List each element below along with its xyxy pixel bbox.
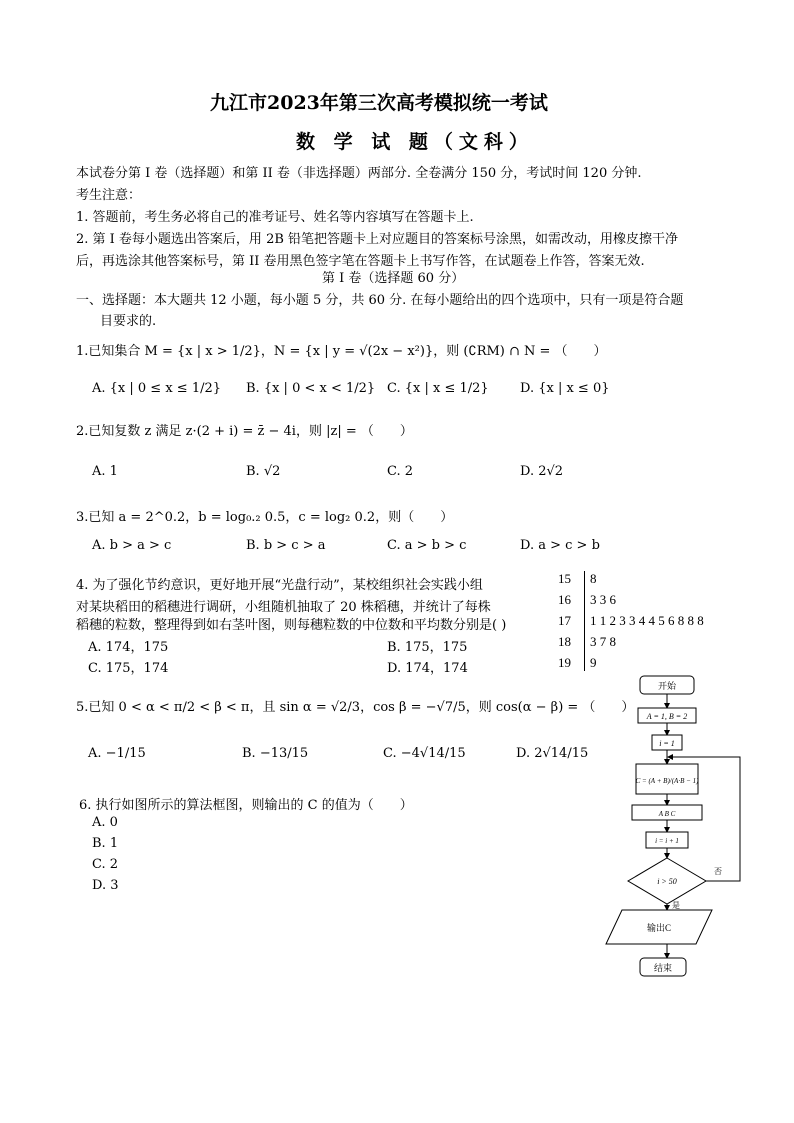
stem-value: 18 [558, 634, 571, 649]
question-4-option-b: B. 175，175 [387, 640, 468, 655]
question-6-option-b: B. 1 [92, 836, 119, 851]
question-4-option-c: C. 175，174 [88, 661, 169, 676]
stem-leaf-row [558, 634, 616, 650]
question-5-option-d: D. 2√14/15 [516, 746, 589, 761]
question-5-option-c: C. −4√14/15 [383, 746, 466, 761]
leaf-values: 3 7 8 [590, 634, 616, 649]
stem-leaf-plot [558, 571, 728, 671]
flowchart-calc-label: C = (A + B)/(A·B − 1) [635, 777, 699, 785]
stem-value: 16 [558, 592, 571, 607]
flowchart-i-init-label: i = 1 [659, 739, 675, 748]
intro-line: 本试卷分第 I 卷（选择题）和第 II 卷（非选择题）两部分. 全卷满分 150 分，考试时间 120 分钟. [76, 166, 642, 181]
question-1-option-b: B. {x | 0 < x < 1/2} [246, 381, 376, 396]
flowchart-condition-label: i > 50 [657, 877, 677, 886]
question-3-stem: 3.已知 a = 2^0.2，b = log₀.₂ 0.5，c = log₂ 0.2，则（ ） [76, 510, 454, 525]
stem-leaf-row [558, 613, 704, 629]
leaf-values: 1 1 2 3 3 4 4 5 6 8 8 8 [590, 613, 704, 628]
question-4-option-d: D. 174，174 [387, 661, 468, 676]
question-2-option-c: C. 2 [387, 464, 414, 479]
flowchart-no-label: 否 [714, 867, 722, 876]
question-3-option-c: C. a > b > c [387, 538, 467, 553]
question-4-line-3: 稻穗的粒数，整理得到如右茎叶图，则每穗粒数的中位数和平均数分别是( ) [76, 618, 507, 633]
question-5-option-a: A. −1/15 [88, 746, 146, 761]
question-3-option-d: D. a > c > b [520, 538, 600, 553]
question-6-option-a: A. 0 [92, 815, 118, 830]
question-6-stem: 6. 执行如图所示的算法框图，则输出的 C 的值为（ ） [79, 798, 413, 813]
question-6-option-c: C. 2 [92, 857, 119, 872]
note-2b: 后，再选涂其他答案标号，第 II 卷用黑色签字笔在答题卡上书写作答，在试题卷上作答，答案无效. [76, 254, 645, 269]
question-2-option-a: A. 1 [92, 464, 118, 479]
note-1: 1. 答题前，考生务必将自己的准考证号、姓名等内容填写在答题卡上. [76, 210, 474, 225]
question-4-line-1: 4. 为了强化节约意识，更好地开展“光盘行动”，某校组织社会实践小组 [76, 578, 483, 593]
flowchart-init-label: A = 1, B = 2 [646, 712, 688, 721]
section-heading: 第 I 卷（选择题 60 分） [322, 271, 465, 286]
question-6-option-d: D. 3 [92, 878, 119, 893]
exam-subtitle: 数 学 试 题（文科） [296, 131, 534, 153]
flowchart-yes-label: 是 [672, 901, 680, 910]
stem-value: 17 [558, 613, 571, 628]
question-3-option-b: B. b > c > a [246, 538, 326, 553]
flowchart-end-label: 结束 [653, 963, 673, 973]
stem-leaf-row [558, 655, 597, 671]
question-5-stem: 5.已知 0 < α < π/2 < β < π，且 sin α = √2/3，cos β = −√7/5，则 cos(α − β) = （ ） [76, 700, 635, 715]
stem-leaf-row [558, 592, 616, 608]
algorithm-flowchart [600, 672, 780, 982]
notes-label: 考生注意： [76, 188, 142, 203]
question-1-option-a: A. {x | 0 ≤ x ≤ 1/2} [92, 381, 222, 396]
flowchart-increment-label: i = i + 1 [655, 837, 679, 845]
question-2-option-b: B. √2 [246, 464, 281, 479]
leaf-values: 9 [590, 655, 597, 670]
instructions-2: 目要求的. [100, 314, 157, 329]
question-1-stem: 1.已知集合 M = {x | x > 1/2}，N = {x | y = √(2x − x²)}，则 (∁RM) ∩ N = （ ） [76, 344, 607, 359]
note-2a: 2. 第 I 卷每小题选出答案后，用 2B 铅笔把答题卡上对应题目的答案标号涂黑，如需改动，用橡皮擦干净 [76, 232, 679, 247]
question-5-option-b: B. −13/15 [242, 746, 309, 761]
leaf-values: 3 3 6 [590, 592, 616, 607]
flowchart-assign-label: A B C [658, 810, 676, 818]
exam-title: 九江市2023年第三次高考模拟统一考试 [210, 92, 548, 114]
question-2-stem: 2.已知复数 z 满足 z·(2 + i) = z̄ − 4i，则 |z| = （ ） [76, 424, 413, 439]
question-4-line-2: 对某块稻田的稻穗进行调研，小组随机抽取了 20 株稻穗，并统计了每株 [76, 600, 491, 615]
question-1-option-c: C. {x | x ≤ 1/2} [387, 381, 489, 396]
flowchart-output-label: 输出C [646, 923, 672, 933]
question-2-option-d: D. 2√2 [520, 464, 564, 479]
instructions-1: 一、选择题：本大题共 12 小题，每小题 5 分，共 60 分. 在每小题给出的四个选项中，只有一项是符合题 [76, 293, 684, 308]
flowchart-start-label: 开始 [657, 681, 677, 691]
stem-value: 15 [558, 571, 571, 586]
stem-value: 19 [558, 655, 571, 670]
question-1-option-d: D. {x | x ≤ 0} [520, 381, 610, 396]
stem-leaf-row [558, 571, 597, 587]
question-3-option-a: A. b > a > c [92, 538, 172, 553]
leaf-values: 8 [590, 571, 597, 586]
question-4-option-a: A. 174，175 [88, 640, 169, 655]
